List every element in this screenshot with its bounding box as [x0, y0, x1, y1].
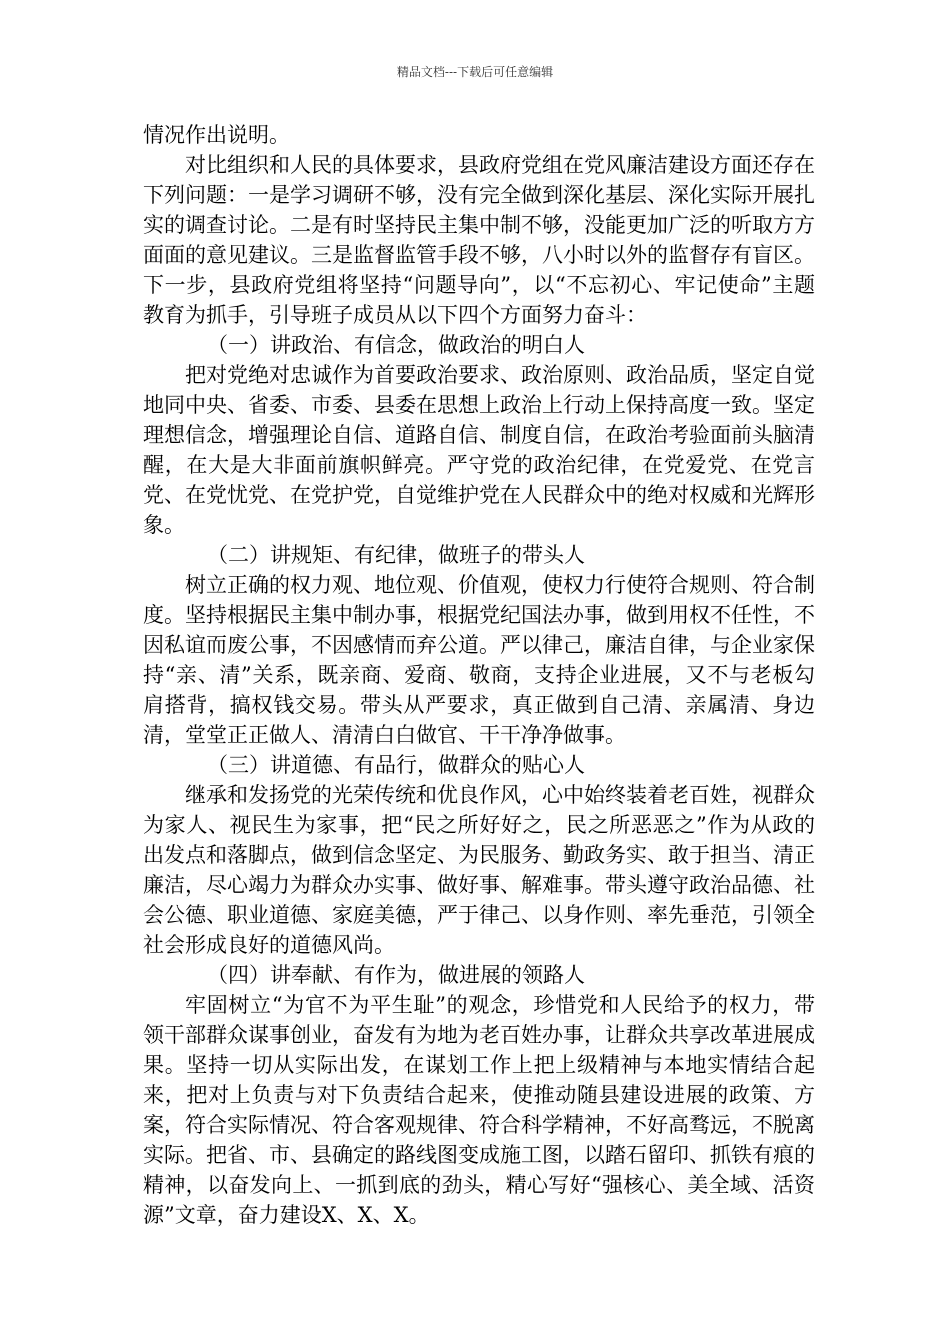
section-heading-3: （三）讲道德、有品行，做群众的贴心人 [207, 753, 585, 777]
document-body [143, 120, 815, 1230]
section-body-2: 树立正确的权力观、地位观、价值观，使权力行使符合规则、符合制度。坚持根据民主集中制办事，根据党纪国法办事，做到用权不任性，不因私谊而废公事，不因感情而弃公道。严以律己，廉洁自律，与企业家保持“亲、清”关系，既亲商、爱商、敬商，支持企业进展，又不与老板勾肩搭背，搞权钱交易。带头从严要求，真正做到自己清、亲属清、身边清，堂堂正正做人、清清白白做官、干干净净做事。 [143, 573, 815, 747]
section-heading-1: （一）讲政治、有信念，做政治的明白人 [207, 333, 585, 357]
intro-paragraph: 对比组织和人民的具体要求，县政府党组在党风廉洁建设方面还存在下列问题：一是学习调研不够，没有完全做到深化基层、深化实际开展扎实的调查讨论。二是有时坚持民主集中制不够，没能更加广泛的听取方方面面的意见建议。三是监督监管手段不够，八小时以外的监督存有盲区。下一步，县政府党组将坚持“问题导向”，以“不忘初心、牢记使命”主题教育为抓手，引导班子成员从以下四个方面努力奋斗： [143, 153, 815, 327]
section-body-3: 继承和发扬党的光荣传统和优良作风，心中始终装着老百姓，视群众为家人、视民生为家事，把“民之所好好之，民之所恶恶之”作为从政的出发点和落脚点，做到信念坚定、为民服务、勤政务实、敢于担当、清正廉洁，尽心竭力为群众办实事、做好事、解难事。带头遵守政治品德、社会公德、职业道德、家庭美德，严于律己、以身作则、率先垂范，引领全社会形成良好的道德风尚。 [143, 783, 815, 957]
section-body-4: 牢固树立“为官不为平生耻”的观念，珍惜党和人民给予的权力，带领干部群众谋事创业，奋发有为地为老百姓办事，让群众共享改革进展成果。坚持一切从实际出发，在谋划工作上把上级精神与本地实情结合起来，把对上负责与对下负责结合起来，使推动随县建设进展的政策、方案，符合实际情况、符合客观规律、符合科学精神，不好高骛远，不脱离实际。把省、市、县确定的路线图变成施工图，以踏石留印、抓铁有痕的精神，以奋发向上、一抓到底的劲头，精心写好“强核心、美全域、活资源”文章，奋力建设X、X、X。 [143, 993, 815, 1227]
continuation-paragraph: 情况作出说明。 [143, 123, 290, 147]
section-heading-4: （四）讲奉献、有作为，做进展的领路人 [207, 963, 585, 987]
section-body-1: 把对党绝对忠诚作为首要政治要求、政治原则、政治品质，坚定自觉地同中央、省委、市委、县委在思想上政治上行动上保持高度一致。坚定理想信念，增强理论自信、道路自信、制度自信，在政治考验面前头脑清醒，在大是大非面前旗帜鲜亮。严守党的政治纪律，在党爱党、在党言党、在党忧党、在党护党，自觉维护党在人民群众中的绝对权威和光辉形象。 [143, 363, 815, 537]
section-heading-2: （二）讲规矩、有纪律，做班子的带头人 [207, 543, 585, 567]
page-header: 精品文档---下载后可任意编辑 [396, 65, 554, 79]
